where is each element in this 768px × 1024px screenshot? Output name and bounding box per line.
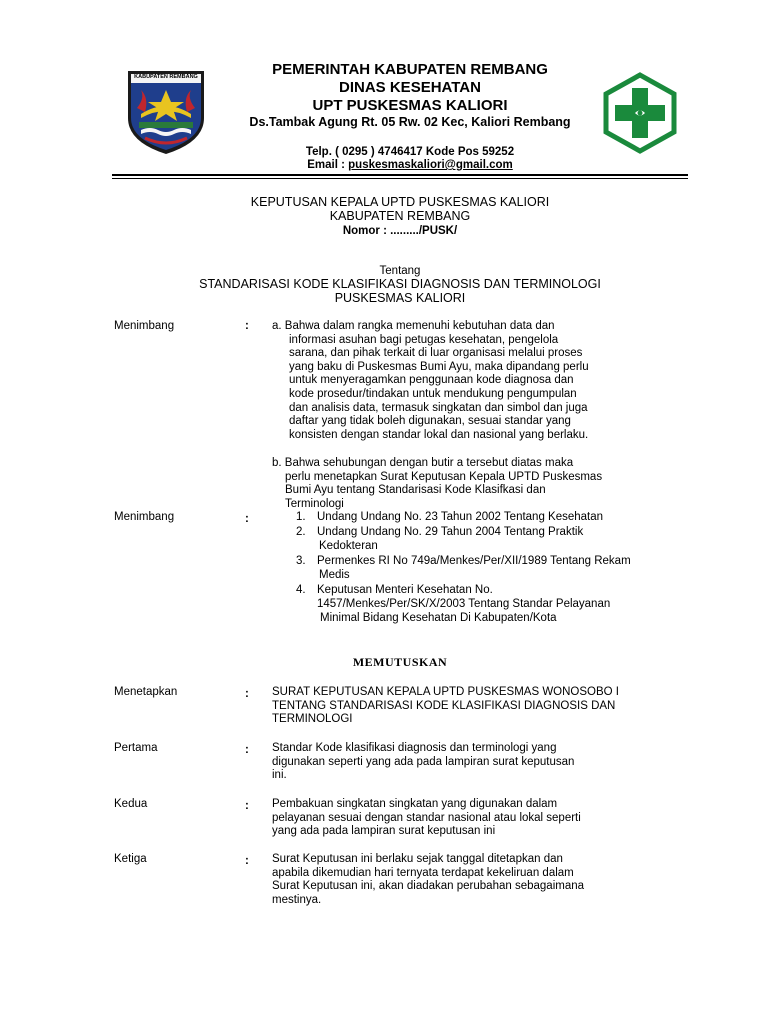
menimbang-b-line: b. Bahwa sehubungan dengan butir a tersebut diatas maka bbox=[272, 457, 574, 469]
menimbang-label: Menimbang bbox=[114, 320, 175, 332]
legal-item-line: Permenkes RI No 749a/Menkes/Per/XII/1989 Tentang Rekam bbox=[317, 555, 631, 567]
ketiga-label: Ketiga bbox=[114, 853, 147, 865]
ketiga-line: Surat Keputusan ini berlaku sejak tanggal ditetapkan dan bbox=[272, 853, 563, 865]
menetapkan-label: Menetapkan bbox=[114, 686, 178, 698]
legal-item-line: Undang Undang No. 23 Tahun 2002 Tentang Kesehatan bbox=[317, 511, 604, 523]
kedua-line: yang ada pada lampiran surat keputusan ini bbox=[272, 825, 496, 838]
pertama-label: Pertama bbox=[114, 742, 158, 754]
legal-item-number: 2. bbox=[296, 526, 306, 538]
ketiga-line: mestinya. bbox=[272, 893, 322, 906]
header-government: PEMERINTAH KABUPATEN REMBANG bbox=[272, 61, 548, 78]
decree-tentang: Tentang bbox=[379, 265, 421, 277]
header-department: DINAS KESEHATAN bbox=[339, 79, 481, 96]
menimbang-a-line: konsisten dengan standar lokal dan nasional yang berlaku. bbox=[289, 428, 589, 441]
menimbang-colon: : bbox=[245, 320, 249, 332]
legal-item-line: Keputusan Menteri Kesehatan No. bbox=[317, 584, 493, 596]
decree-number: Nomor : ........./PUSK/ bbox=[342, 225, 458, 237]
header-phone: Telp. ( 0295 ) 4746417 Kode Pos 59252 bbox=[305, 146, 515, 158]
pertama-line: ini. bbox=[272, 769, 287, 782]
menimbang-a-line: yang baku di Puskesmas Bumi Ayu, maka dipandang perlu bbox=[289, 360, 589, 373]
menetapkan-line: TENTANG STANDARISASI KODE KLASIFIKASI DIAGNOSIS DAN bbox=[272, 699, 616, 712]
email-prefix: Email : bbox=[307, 159, 349, 171]
pertama-line: digunakan seperti yang ada pada lampiran surat keputusan bbox=[272, 755, 575, 768]
header-institution: UPT PUSKESMAS KALIORI bbox=[312, 97, 508, 114]
header-address: Ds.Tambak Agung Rt. 05 Rw. 02 Kec, Kaliori Rembang bbox=[249, 115, 571, 129]
legal-item-number: 3. bbox=[296, 555, 306, 567]
legal-item-number: 1. bbox=[296, 511, 306, 523]
menimbang-b-line: Bumi Ayu tentang Standarisasi Kode Klasifkasi dan bbox=[285, 484, 546, 497]
decree-region: KABUPATEN REMBANG bbox=[329, 209, 471, 223]
menimbang-b-line: perlu menetapkan Surat Keputusan Kepala UPTD Puskesmas bbox=[285, 470, 603, 483]
header-divider-thick bbox=[112, 174, 688, 176]
menimbang-a-line: daftar yang tidak boleh digunakan, sesuai standar yang bbox=[289, 415, 571, 428]
menimbang-a-line: a. Bahwa dalam rangka memenuhi kebutuhan data dan bbox=[272, 320, 555, 332]
legal-item-line: Kedokteran bbox=[319, 540, 378, 552]
legal-item-line: Undang Undang No. 29 Tahun 2004 Tentang Praktik bbox=[317, 526, 584, 538]
ketiga-colon: : bbox=[245, 855, 249, 867]
decree-title: KEPUTUSAN KEPALA UPTD PUSKESMAS KALIORI bbox=[250, 195, 550, 209]
menimbang-a-line: untuk menyeragamkan penggunaan kode diagnosa dan bbox=[289, 374, 574, 387]
ketiga-line: apabila dikemudian hari ternyata terdapat kekeliruan dalam bbox=[272, 866, 574, 879]
menetapkan-line: TERMINOLOGI bbox=[272, 713, 353, 726]
legal-item-line: 1457/Menkes/Per/SK/X/2003 Tentang Standar Pelayanan bbox=[317, 598, 611, 610]
kedua-line: pelayanan sesuai dengan standar nasional atau lokal seperti bbox=[272, 811, 581, 824]
legal-item-line: Medis bbox=[319, 569, 350, 581]
shield-banner-text: KABUPATEN REMBANG bbox=[134, 74, 198, 80]
legal-item-line: Minimal Bidang Kesehatan Di Kabupaten/Kota bbox=[320, 612, 557, 624]
puskesmas-logo bbox=[600, 72, 680, 154]
header-email-line bbox=[230, 159, 590, 172]
pertama-colon: : bbox=[245, 744, 249, 756]
menimbang-a-line: sarana, dan pihak terkait di luar organisasi melalui proses bbox=[289, 347, 583, 360]
menimbang-b-line: Terminologi bbox=[285, 497, 344, 510]
memutuskan-heading: MEMUTUSKAN bbox=[352, 655, 448, 669]
kedua-label: Kedua bbox=[114, 798, 148, 810]
legal-item-number: 4. bbox=[296, 584, 306, 596]
header-divider-thin bbox=[112, 178, 688, 179]
decree-subject-1: STANDARISASI KODE KLASIFIKASI DIAGNOSIS DAN TERMINOLOGI bbox=[199, 277, 601, 291]
email-link[interactable]: puskesmaskaliori@gmail.com bbox=[348, 159, 513, 171]
kedua-colon: : bbox=[245, 800, 249, 812]
pertama-line: Standar Kode klasifikasi diagnosis dan terminologi yang bbox=[272, 742, 557, 754]
menimbang-a-line: kode prosedur/tindakan untuk mendukung pengumpulan bbox=[289, 388, 577, 400]
ketiga-line: Surat Keputusan ini, akan diadakan perubahan sebagaimana bbox=[272, 880, 585, 893]
rembang-shield-logo bbox=[125, 68, 207, 156]
menetapkan-colon: : bbox=[245, 688, 249, 700]
decree-subject-2: PUSKESMAS KALIORI bbox=[334, 291, 466, 305]
menimbang-a-line: informasi asuhan bagi petugas kesehatan, pengelola bbox=[289, 333, 559, 346]
menimbang-a-line: dan analisis data, termasuk singkatan dan simbol dan juga bbox=[289, 401, 588, 414]
menetapkan-line: SURAT KEPUTUSAN KEPALA UPTD PUSKESMAS WONOSOBO I bbox=[272, 686, 619, 698]
mengingat-label: Menimbang bbox=[114, 511, 175, 523]
kedua-line: Pembakuan singkatan singkatan yang digunakan dalam bbox=[272, 798, 558, 810]
mengingat-colon: : bbox=[245, 513, 249, 525]
